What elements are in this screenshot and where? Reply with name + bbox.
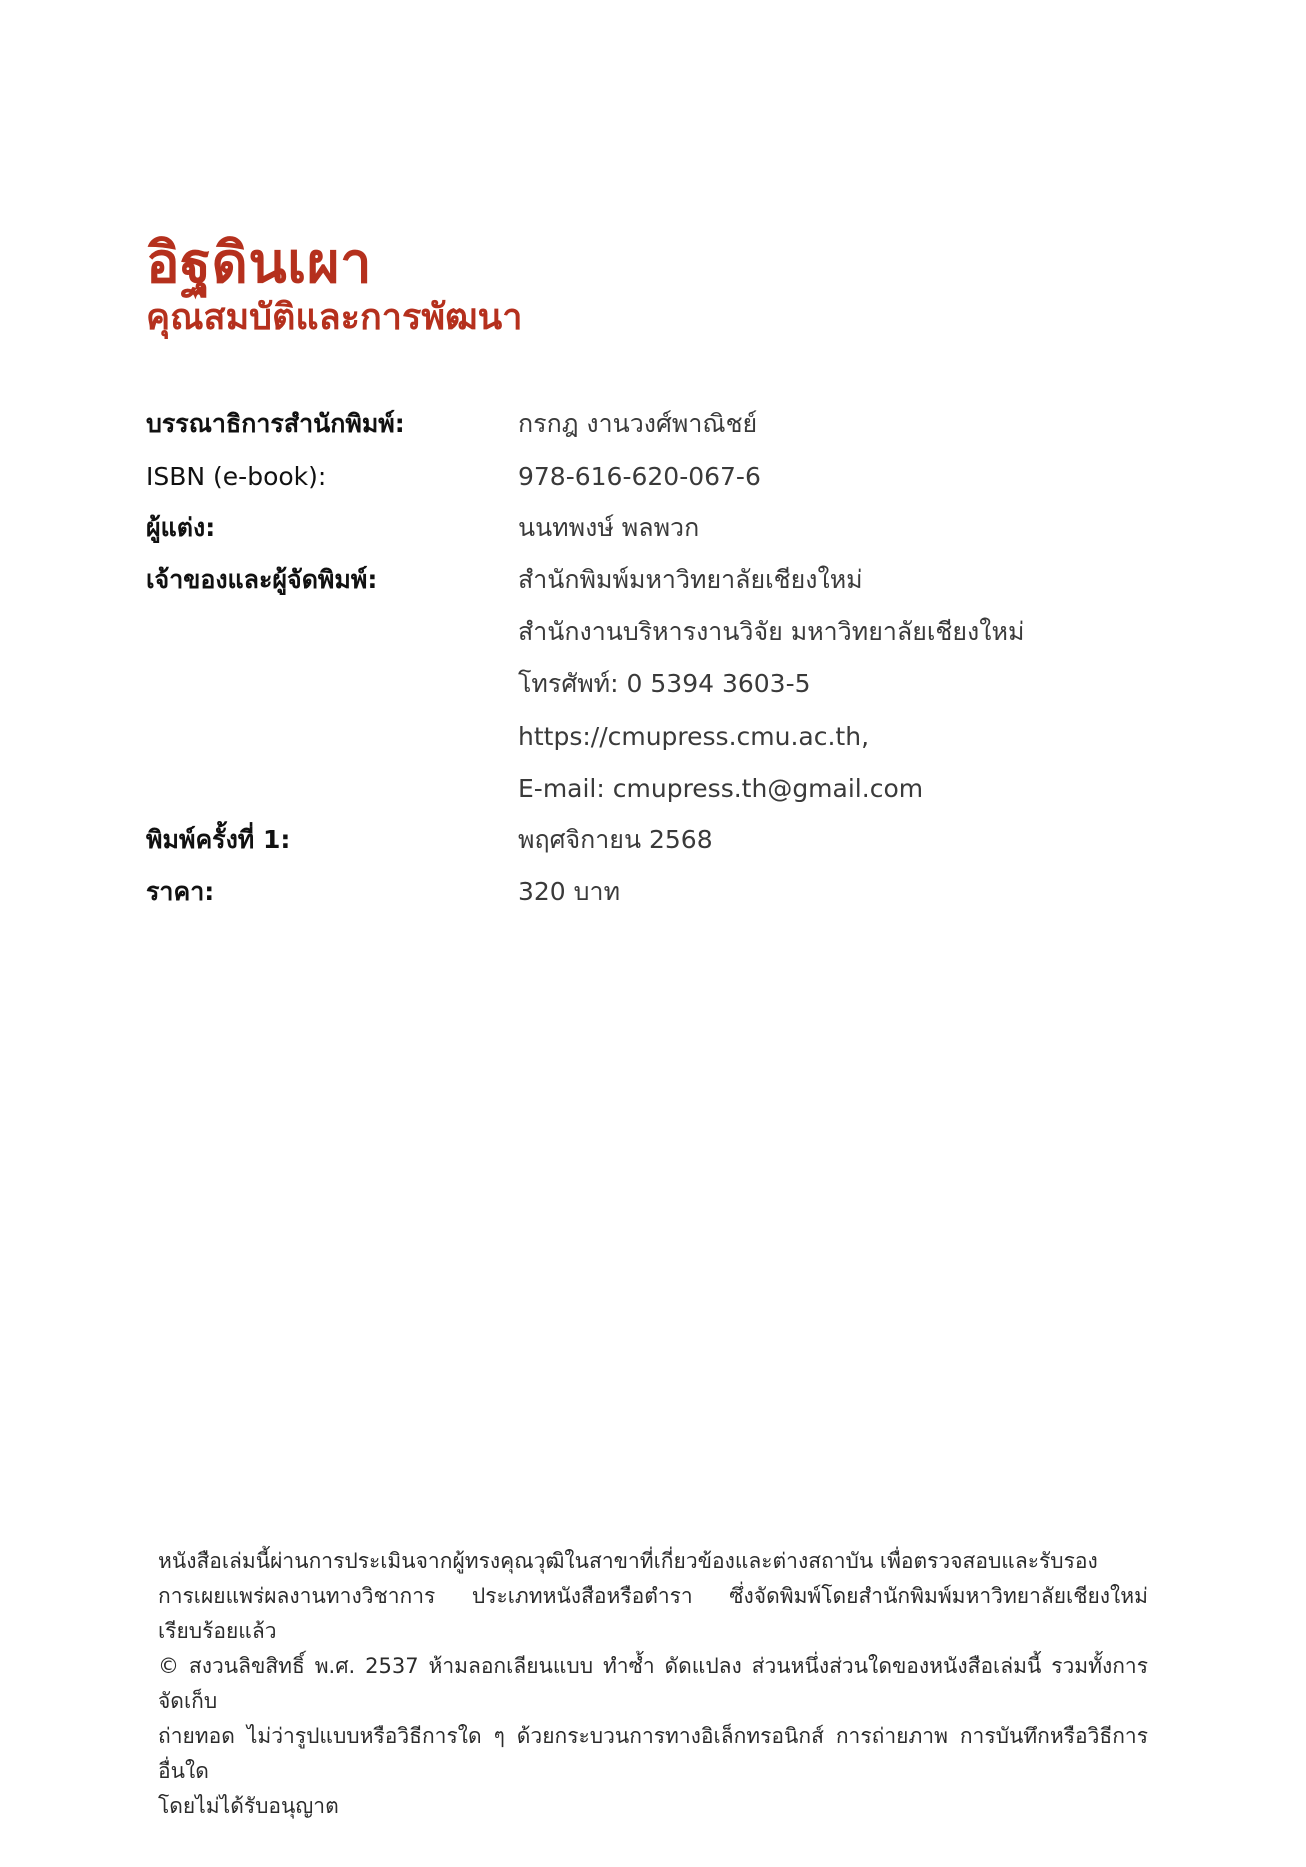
info-value: 978-616-620-067-6 [518,461,761,491]
info-value: สำนักงานบริหารงานวิจัย มหาวิทยาลัยเชียงใหม่ [518,617,1025,646]
book-title-block [146,232,522,340]
notice-line: © สงวนลิขสิทธิ์ พ.ศ. 2537 ห้ามลอกเลียนแบบ ทำซ้ำ ดัดแปลง ส่วนหนึ่งส่วนใดของหนังสือเล่มนี้ รวมทั้งการจัดเก็บ [158,1654,1148,1713]
info-label: ผู้แต่ง: [146,513,216,542]
info-label: ราคา: [146,877,215,906]
info-row-publisher [146,554,1046,606]
book-title: อิฐดินเผา [146,231,373,296]
info-label: เจ้าของและผู้จัดพิมพ์: [146,565,378,594]
info-value-website: https://cmupress.cmu.ac.th, [518,721,870,751]
info-label: บรรณาธิการสำนักพิมพ์: [146,409,405,438]
info-row-publisher-cont [146,762,1046,814]
info-value: กรกฎ งานวงศ์พาณิชย์ [518,409,758,438]
info-value: พฤศจิกายน 2568 [518,825,713,854]
info-value: สำนักพิมพ์มหาวิทยาลัยเชียงใหม่ [518,565,863,594]
info-label: พิมพ์ครั้งที่ 1: [146,825,291,854]
info-row-editor [146,398,1046,450]
info-row-publisher-cont [146,710,1046,762]
info-row-author [146,502,1046,554]
notice-line: โดยไม่ได้รับอนุญาต [158,1794,339,1818]
info-row-price [146,866,1046,918]
info-row-publisher-cont [146,606,1046,658]
info-row-isbn [146,450,1046,502]
info-label: ISBN (e-book): [146,461,327,491]
info-row-edition [146,814,1046,866]
publication-info [146,398,1046,918]
info-value-phone: โทรศัพท์: 0 5394 3603-5 [518,669,811,698]
info-value: 320 บาท [518,877,621,906]
book-subtitle: คุณสมบัติและการพัฒนา [146,297,523,338]
info-value-email: E-mail: cmupress.th@gmail.com [518,773,924,803]
notice-line: หนังสือเล่มนี้ผ่านการประเมินจากผู้ทรงคุณวุฒิในสาขาที่เกี่ยวข้องและต่างสถาบัน เพื่อตรวจสอบและรับรอง [158,1549,1098,1573]
info-row-publisher-cont [146,658,1046,710]
notice-line: การเผยแพร่ผลงานทางวิชาการ ประเภทหนังสือหรือตำรา ซึ่งจัดพิมพ์โดยสำนักพิมพ์มหาวิทยาลัยเชียงใหม่เรียบร้อยแล้ว [158,1584,1148,1643]
copyright-notice [158,1544,1148,1824]
notice-line: ถ่ายทอด ไม่ว่ารูปแบบหรือวิธีการใด ๆ ด้วยกระบวนการทางอิเล็กทรอนิกส์ การถ่ายภาพ การบันทึกหรือวิธีการอื่นใด [158,1724,1148,1783]
info-value: นนทพงษ์ พลพวก [518,513,700,542]
